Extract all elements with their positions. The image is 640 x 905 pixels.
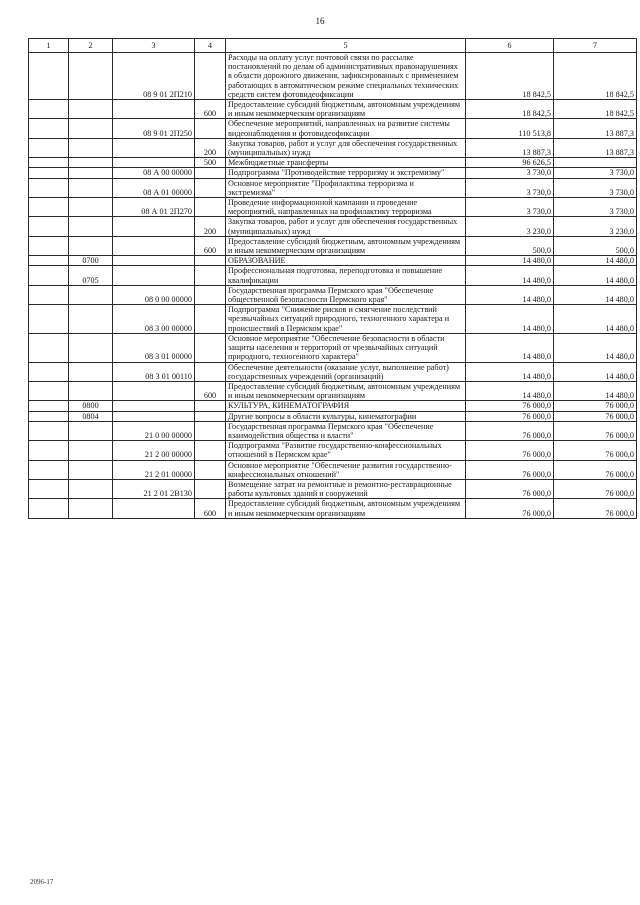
- cell-amount-2: 14 480,0: [554, 256, 637, 266]
- cell-section-code: 0804: [69, 411, 113, 421]
- cell-target-article: 21 2 01 2В130: [113, 479, 195, 498]
- cell-section-code: [69, 198, 113, 217]
- cell-amount-1: 14 480,0: [466, 381, 554, 400]
- cell-description: Подпрограмма "Снижение рисков и смягчение последствий чрезвычайных ситуаций природного, техногенного характера и происшествий в Пермском крае": [226, 305, 466, 334]
- cell-target-article: 08 А 01 2П270: [113, 198, 195, 217]
- page-number: 16: [315, 16, 325, 26]
- table-row: [29, 178, 637, 197]
- cell-expense-type: [195, 401, 226, 411]
- cell-col1: [29, 362, 69, 381]
- column-header: 3: [113, 39, 195, 53]
- table-row: [29, 411, 637, 421]
- cell-expense-type: [195, 285, 226, 304]
- cell-expense-type: [195, 266, 226, 285]
- cell-section-code: [69, 381, 113, 400]
- cell-description: Основное мероприятие "Обеспечение безопасности в области защиты населения и территорий от чрезвычайных ситуаций природного, техногенного характера": [226, 333, 466, 362]
- cell-amount-2: 500,0: [554, 236, 637, 255]
- cell-expense-type: 200: [195, 217, 226, 236]
- cell-amount-2: 3 230,0: [554, 217, 637, 236]
- cell-section-code: [69, 178, 113, 197]
- cell-description: Проведение информационной кампании и проведение мероприятий, направленных на профилактику терроризма: [226, 198, 466, 217]
- cell-expense-type: 600: [195, 381, 226, 400]
- cell-description: Обеспечение деятельности (оказание услуг, выполнение работ) государственных учреждений (организаций): [226, 362, 466, 381]
- cell-expense-type: [195, 411, 226, 421]
- column-header: 2: [69, 39, 113, 53]
- cell-amount-1: 14 480,0: [466, 305, 554, 334]
- cell-expense-type: [195, 441, 226, 460]
- cell-col1: [29, 138, 69, 157]
- cell-description: Возмещение затрат на ремонтные и ремонтно-реставрационные работы культовых зданий и сооружений: [226, 479, 466, 498]
- cell-description: Межбюджетные трансферты: [226, 158, 466, 168]
- cell-col1: [29, 266, 69, 285]
- cell-col1: [29, 256, 69, 266]
- cell-section-code: [69, 285, 113, 304]
- table-row: [29, 333, 637, 362]
- table-row: [29, 138, 637, 157]
- footer-code: 2096-17: [30, 878, 54, 886]
- cell-amount-1: 76 000,0: [466, 401, 554, 411]
- cell-section-code: [69, 499, 113, 518]
- cell-amount-2: 76 000,0: [554, 411, 637, 421]
- table-row: [29, 266, 637, 285]
- cell-amount-2: 76 000,0: [554, 401, 637, 411]
- cell-target-article: [113, 256, 195, 266]
- cell-amount-1: 3 730,0: [466, 198, 554, 217]
- cell-amount-2: 13 887,3: [554, 119, 637, 138]
- cell-amount-1: 110 513,8: [466, 119, 554, 138]
- cell-description: Закупка товаров, работ и услуг для обеспечения государственных (муниципальных) нужд: [226, 217, 466, 236]
- cell-amount-1: 76 000,0: [466, 441, 554, 460]
- column-header: 1: [29, 39, 69, 53]
- cell-section-code: 0705: [69, 266, 113, 285]
- cell-expense-type: [195, 421, 226, 440]
- cell-col1: [29, 119, 69, 138]
- cell-amount-1: 18 842,5: [466, 53, 554, 100]
- cell-description: Закупка товаров, работ и услуг для обеспечения государственных (муниципальных) нужд: [226, 138, 466, 157]
- cell-description: Предоставление субсидий бюджетным, автономным учреждениям и иным некоммерческим организациям: [226, 499, 466, 518]
- cell-target-article: 08 9 01 2П210: [113, 53, 195, 100]
- cell-description: Подпрограмма "Противодействие терроризму и экстремизму": [226, 168, 466, 178]
- cell-amount-2: 14 480,0: [554, 305, 637, 334]
- cell-amount-2: 76 000,0: [554, 479, 637, 498]
- cell-amount-2: 76 000,0: [554, 460, 637, 479]
- cell-description: Расходы на оплату услуг почтовой связи по рассылке постановлений по делам об административных правонарушениях в области дорожного движения, зафиксированных с применением работающих в автоматическом режиме специальных технических средств систем фотовидеофиксации: [226, 53, 466, 100]
- cell-expense-type: [195, 53, 226, 100]
- cell-col1: [29, 285, 69, 304]
- cell-target-article: [113, 499, 195, 518]
- table-row: [29, 53, 637, 100]
- cell-col1: [29, 168, 69, 178]
- cell-expense-type: [195, 460, 226, 479]
- cell-section-code: [69, 362, 113, 381]
- cell-section-code: [69, 53, 113, 100]
- cell-expense-type: [195, 479, 226, 498]
- table-row: [29, 256, 637, 266]
- cell-description: Предоставление субсидий бюджетным, автономным учреждениям и иным некоммерческим организациям: [226, 381, 466, 400]
- table-row: [29, 119, 637, 138]
- table-row: [29, 198, 637, 217]
- cell-section-code: [69, 119, 113, 138]
- cell-col1: [29, 411, 69, 421]
- cell-amount-1: 76 000,0: [466, 460, 554, 479]
- cell-expense-type: 600: [195, 236, 226, 255]
- cell-section-code: [69, 305, 113, 334]
- cell-target-article: 21 0 00 00000: [113, 421, 195, 440]
- cell-description: Подпрограмма "Развитие государственно-конфессиональных отношений в Пермском крае": [226, 441, 466, 460]
- table-row: [29, 236, 637, 255]
- cell-amount-1: 500,0: [466, 236, 554, 255]
- cell-target-article: 08 0 00 00000: [113, 285, 195, 304]
- cell-amount-1: 14 480,0: [466, 362, 554, 381]
- table-row: [29, 285, 637, 304]
- cell-target-article: [113, 158, 195, 168]
- cell-target-article: [113, 138, 195, 157]
- table-row: [29, 401, 637, 411]
- cell-description: Основное мероприятие "Обеспечение развития государственно-конфессиональных отношений": [226, 460, 466, 479]
- cell-amount-2: 13 887,3: [554, 138, 637, 157]
- column-header: 6: [466, 39, 554, 53]
- cell-section-code: [69, 100, 113, 119]
- cell-col1: [29, 381, 69, 400]
- cell-target-article: 08 3 01 00000: [113, 333, 195, 362]
- cell-amount-1: 14 480,0: [466, 256, 554, 266]
- cell-target-article: 21 2 00 00000: [113, 441, 195, 460]
- cell-expense-type: [195, 305, 226, 334]
- cell-amount-2: 18 842,5: [554, 100, 637, 119]
- cell-expense-type: [195, 178, 226, 197]
- cell-description: Государственная программа Пермского края "Обеспечение общественной безопасности Пермского края": [226, 285, 466, 304]
- column-header: 5: [226, 39, 466, 53]
- cell-amount-1: 13 887,3: [466, 138, 554, 157]
- cell-amount-1: 76 000,0: [466, 411, 554, 421]
- column-header: 7: [554, 39, 637, 53]
- cell-description: Профессиональная подготовка, переподготовка и повышение квалификации: [226, 266, 466, 285]
- table-row: [29, 460, 637, 479]
- cell-description: Обеспечение мероприятий, направленных на развитие системы видеонаблюдения и фотовидеофиксации: [226, 119, 466, 138]
- cell-col1: [29, 333, 69, 362]
- cell-section-code: [69, 421, 113, 440]
- cell-amount-2: 18 842,5: [554, 53, 637, 100]
- cell-expense-type: [195, 256, 226, 266]
- cell-section-code: 0700: [69, 256, 113, 266]
- cell-section-code: [69, 479, 113, 498]
- cell-col1: [29, 178, 69, 197]
- cell-col1: [29, 305, 69, 334]
- table-row: [29, 441, 637, 460]
- cell-section-code: 0800: [69, 401, 113, 411]
- cell-amount-2: 76 000,0: [554, 421, 637, 440]
- cell-amount-1: 76 000,0: [466, 421, 554, 440]
- cell-col1: [29, 479, 69, 498]
- cell-amount-2: 76 000,0: [554, 441, 637, 460]
- cell-section-code: [69, 236, 113, 255]
- cell-expense-type: [195, 168, 226, 178]
- cell-amount-1: 14 480,0: [466, 333, 554, 362]
- cell-target-article: 08 3 00 00000: [113, 305, 195, 334]
- cell-section-code: [69, 138, 113, 157]
- cell-amount-1: 76 000,0: [466, 479, 554, 498]
- cell-col1: [29, 460, 69, 479]
- cell-col1: [29, 198, 69, 217]
- cell-description: Предоставление субсидий бюджетным, автономным учреждениям и иным некоммерческим организациям: [226, 236, 466, 255]
- cell-col1: [29, 441, 69, 460]
- table-row: [29, 305, 637, 334]
- cell-amount-1: 76 000,0: [466, 499, 554, 518]
- cell-amount-2: 3 730,0: [554, 198, 637, 217]
- cell-description: Государственная программа Пермского края "Обеспечение взаимодействия общества и власти": [226, 421, 466, 440]
- cell-section-code: [69, 441, 113, 460]
- table-row: [29, 421, 637, 440]
- cell-amount-1: 14 480,0: [466, 285, 554, 304]
- cell-col1: [29, 236, 69, 255]
- cell-expense-type: [195, 198, 226, 217]
- cell-target-article: 08 А 00 00000: [113, 168, 195, 178]
- cell-col1: [29, 499, 69, 518]
- cell-expense-type: 500: [195, 158, 226, 168]
- cell-target-article: 21 2 01 00000: [113, 460, 195, 479]
- cell-expense-type: [195, 333, 226, 362]
- cell-expense-type: 200: [195, 138, 226, 157]
- cell-target-article: 08 9 01 2П250: [113, 119, 195, 138]
- cell-amount-2: [554, 158, 637, 168]
- cell-target-article: [113, 217, 195, 236]
- cell-section-code: [69, 333, 113, 362]
- table-row: [29, 499, 637, 518]
- column-header: 4: [195, 39, 226, 53]
- cell-target-article: [113, 411, 195, 421]
- cell-col1: [29, 100, 69, 119]
- cell-target-article: [113, 381, 195, 400]
- cell-description: Другие вопросы в области культуры, кинематографии: [226, 411, 466, 421]
- cell-amount-1: 3 730,0: [466, 168, 554, 178]
- cell-amount-2: 3 730,0: [554, 178, 637, 197]
- cell-amount-2: 14 480,0: [554, 362, 637, 381]
- cell-section-code: [69, 217, 113, 236]
- cell-target-article: 08 3 01 00110: [113, 362, 195, 381]
- cell-amount-1: 3 730,0: [466, 178, 554, 197]
- cell-col1: [29, 401, 69, 411]
- cell-col1: [29, 53, 69, 100]
- cell-description: Предоставление субсидий бюджетным, автономным учреждениям и иным некоммерческим организациям: [226, 100, 466, 119]
- cell-target-article: [113, 401, 195, 411]
- table-row: [29, 479, 637, 498]
- cell-section-code: [69, 168, 113, 178]
- cell-amount-2: 76 000,0: [554, 499, 637, 518]
- table-row: [29, 168, 637, 178]
- cell-col1: [29, 158, 69, 168]
- cell-amount-2: 14 480,0: [554, 333, 637, 362]
- table-row: [29, 158, 637, 168]
- budget-table: [28, 38, 637, 519]
- cell-amount-1: 14 480,0: [466, 266, 554, 285]
- cell-target-article: [113, 100, 195, 119]
- cell-section-code: [69, 158, 113, 168]
- cell-expense-type: 600: [195, 100, 226, 119]
- cell-target-article: [113, 266, 195, 285]
- table-row: [29, 362, 637, 381]
- cell-col1: [29, 217, 69, 236]
- cell-expense-type: [195, 362, 226, 381]
- cell-amount-1: 3 230,0: [466, 217, 554, 236]
- cell-expense-type: [195, 119, 226, 138]
- cell-amount-1: 96 626,5: [466, 158, 554, 168]
- cell-section-code: [69, 460, 113, 479]
- cell-amount-2: 14 480,0: [554, 266, 637, 285]
- table-header-row: [29, 39, 637, 53]
- cell-target-article: 08 А 01 00000: [113, 178, 195, 197]
- table-row: [29, 100, 637, 119]
- cell-amount-2: 14 480,0: [554, 381, 637, 400]
- cell-amount-2: 14 480,0: [554, 285, 637, 304]
- table-row: [29, 381, 637, 400]
- cell-target-article: [113, 236, 195, 255]
- cell-description: КУЛЬТУРА, КИНЕМАТОГРАФИЯ: [226, 401, 466, 411]
- cell-col1: [29, 421, 69, 440]
- cell-description: ОБРАЗОВАНИЕ: [226, 256, 466, 266]
- table-row: [29, 217, 637, 236]
- cell-description: Основное мероприятие "Профилактика терроризма и экстремизма": [226, 178, 466, 197]
- cell-expense-type: 600: [195, 499, 226, 518]
- cell-amount-2: 3 730,0: [554, 168, 637, 178]
- cell-amount-1: 18 842,5: [466, 100, 554, 119]
- table-body: [29, 53, 637, 519]
